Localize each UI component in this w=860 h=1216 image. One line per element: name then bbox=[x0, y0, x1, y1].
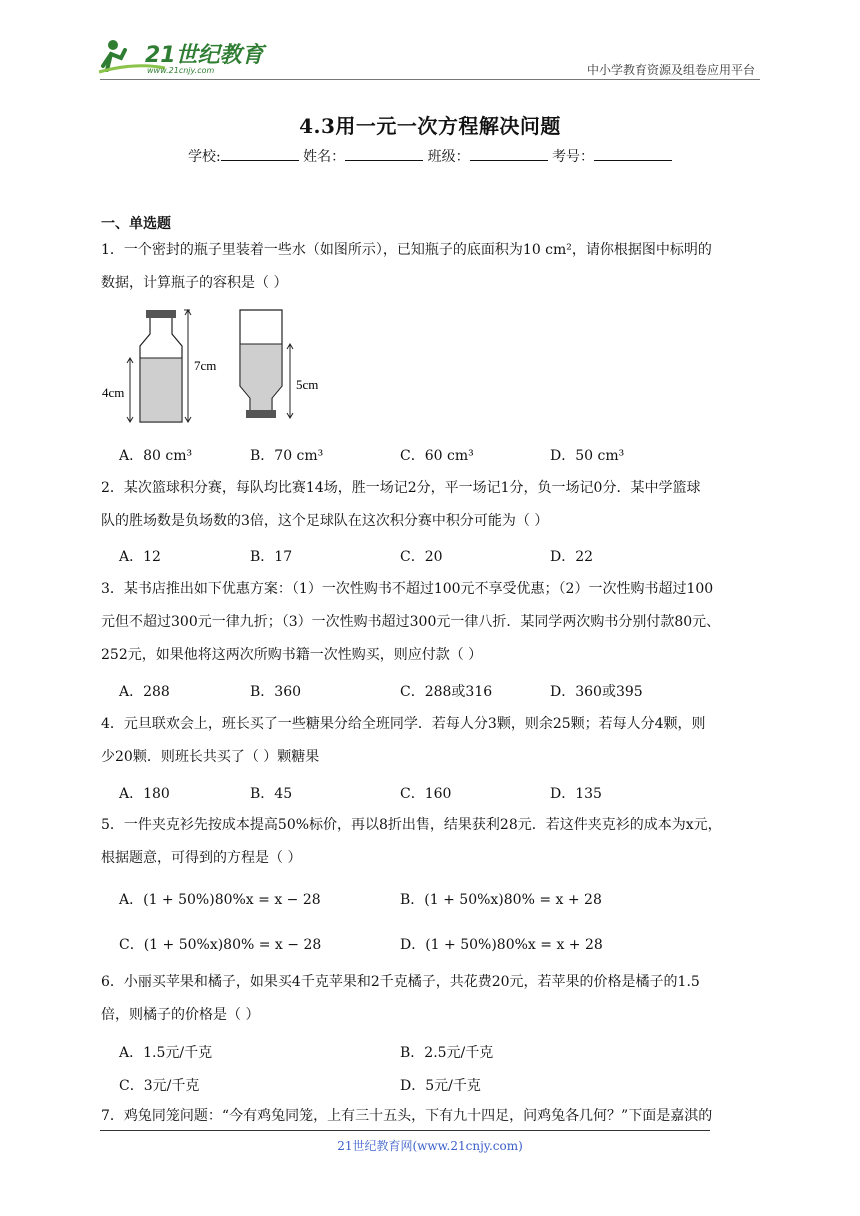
option-a[interactable]: A．288 bbox=[119, 684, 170, 700]
option-c[interactable]: C．20 bbox=[400, 549, 443, 565]
page-title: 4.3用一元一次方程解决问题 bbox=[299, 114, 561, 138]
height-5cm-label: 5cm bbox=[296, 377, 319, 392]
question-7 bbox=[101, 1100, 761, 1133]
option-d[interactable]: D．50 cm³ bbox=[550, 448, 625, 464]
height-7cm-label: 7cm bbox=[194, 358, 217, 373]
section-heading: 一、单选题 bbox=[101, 216, 171, 232]
option-b[interactable]: B．45 bbox=[250, 786, 293, 802]
question-text: 252元，如果他将这两次所购书籍一次性购买，则应付款（ ） bbox=[101, 647, 483, 663]
header-divider bbox=[100, 79, 760, 80]
question-3 bbox=[101, 573, 761, 672]
exam-no-label: 考号： bbox=[552, 149, 595, 165]
question-6 bbox=[101, 966, 761, 1032]
bottle-cap bbox=[146, 310, 176, 318]
option-b[interactable]: B．17 bbox=[250, 549, 293, 565]
question-text: 1．一个密封的瓶子里装着一些水（如图所示），已知瓶子的底面积为10 cm²，请你根据图中标明的 bbox=[101, 242, 712, 258]
bottle-cap-inverted bbox=[246, 410, 276, 418]
question-text: 倍，则橘子的价格是（ ） bbox=[101, 1007, 260, 1023]
question-text: 5．一件夹克衫先按成本提高50%标价，再以8折出售，结果获利28元．若这件夹克衫的成本为x元， bbox=[101, 817, 722, 833]
option-c[interactable]: C．3元/千克 bbox=[119, 1078, 200, 1094]
name-blank[interactable] bbox=[345, 148, 423, 161]
question-text: 4．元旦联欢会上，班长买了一些糖果分给全班同学．若每人分3颗，则余25颗；若每人分4颗，则 bbox=[101, 716, 706, 732]
option-b[interactable]: B．70 cm³ bbox=[250, 448, 324, 464]
logo-url: www.21cnjy.com bbox=[147, 66, 215, 75]
question-text: 少20颗．则班长共买了（ ）颗糖果 bbox=[101, 749, 320, 765]
option-c[interactable]: C．288或316 bbox=[400, 684, 493, 700]
platform-name: 中小学教育资源及组卷应用平台 bbox=[586, 63, 755, 77]
bottle-figure bbox=[100, 306, 340, 426]
school-blank[interactable] bbox=[221, 148, 299, 161]
option-d[interactable]: D．135 bbox=[550, 786, 602, 802]
option-a[interactable]: A．180 bbox=[119, 786, 170, 802]
class-label: 班级： bbox=[427, 149, 470, 165]
option-d[interactable]: D．22 bbox=[550, 549, 594, 565]
footer-link[interactable]: 21世纪教育网(www.21cnjy.com) bbox=[337, 1139, 523, 1153]
question-text: 队的胜场数是负场数的3倍，这个足球队在这次积分赛中积分可能为（ ） bbox=[101, 513, 549, 529]
option-c[interactable]: C．160 bbox=[400, 786, 452, 802]
option-d[interactable]: D．360或395 bbox=[550, 684, 643, 700]
question-text: 6．小丽买苹果和橘子，如果买4千克苹果和2千克橘子，共花费20元，若苹果的价格是橘子的1.5 bbox=[101, 974, 700, 990]
logo-text: 21世纪教育 bbox=[145, 43, 264, 68]
site-logo bbox=[95, 36, 265, 78]
school-label: 学校: bbox=[187, 149, 221, 165]
option-b[interactable]: B．360 bbox=[250, 684, 302, 700]
question-4 bbox=[101, 708, 761, 774]
question-text: 数据，计算瓶子的容积是（ ） bbox=[101, 275, 288, 291]
exam-no-blank[interactable] bbox=[594, 148, 672, 161]
water-fill bbox=[141, 358, 182, 421]
option-a[interactable]: A．12 bbox=[119, 549, 161, 565]
question-text: 根据题意，可得到的方程是（ ） bbox=[101, 850, 302, 866]
question-text: 元但不超过300元一律九折；（3）一次性购书超过300元一律八折．某同学两次购书分别付款80元、 bbox=[101, 614, 721, 630]
option-a[interactable]: A．(1 + 50%)80%x = x − 28 bbox=[119, 892, 321, 908]
question-2 bbox=[101, 472, 761, 538]
option-a[interactable]: A．1.5元/千克 bbox=[119, 1045, 213, 1061]
option-b[interactable]: B．2.5元/千克 bbox=[400, 1045, 494, 1061]
question-text: 3．某书店推出如下优惠方案：（1）一次性购书不超过100元不享受优惠；（2）一次性购书超过100 bbox=[101, 581, 714, 597]
height-4cm-label: 4cm bbox=[102, 385, 125, 400]
question-text: 2．某次篮球积分赛，每队均比赛14场，胜一场记2分，平一场记1分，负一场记0分．某中学篮球 bbox=[101, 480, 701, 496]
option-c[interactable]: C．(1 + 50%x)80% = x − 28 bbox=[119, 937, 322, 953]
question-5 bbox=[101, 809, 761, 875]
class-blank[interactable] bbox=[470, 148, 548, 161]
footer-divider bbox=[100, 1130, 710, 1131]
name-label: 姓名： bbox=[303, 149, 346, 165]
question-text: 7．鸡兔同笼问题：“今有鸡兔同笼，上有三十五头，下有九十四足，问鸡兔各几何？”下面是嘉淇的 bbox=[101, 1108, 713, 1124]
student-info bbox=[0, 146, 860, 166]
option-c[interactable]: C．60 cm³ bbox=[400, 448, 474, 464]
option-a[interactable]: A．80 cm³ bbox=[119, 448, 193, 464]
option-b[interactable]: B．(1 + 50%x)80% = x + 28 bbox=[400, 892, 602, 908]
option-d[interactable]: D．(1 + 50%)80%x = x + 28 bbox=[400, 937, 603, 953]
question-1 bbox=[101, 234, 761, 300]
option-d[interactable]: D．5元/千克 bbox=[400, 1078, 481, 1094]
